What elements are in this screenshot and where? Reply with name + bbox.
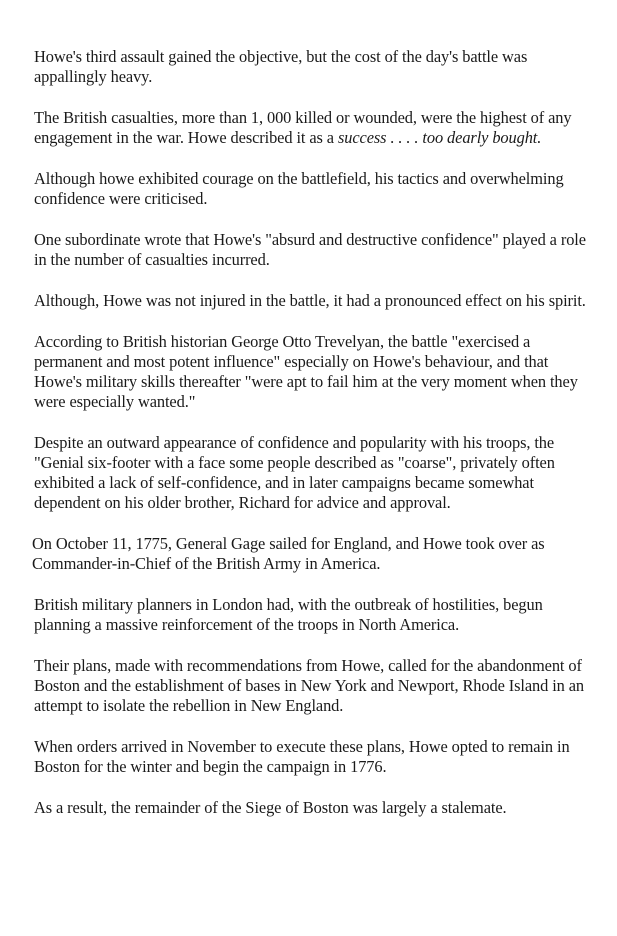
paragraph-subordinate-quote: One subordinate wrote that Howe's "absurd and destructive confidence" played a role in the number of casualties incurred. [34,230,586,269]
paragraph-british-casualties [34,108,594,148]
document-page [34,47,594,839]
paragraph-reinforcement-planning: British military planners in London had, with the outbreak of hostilities, begun planning a massive reinforcement of the troops in North America. [34,595,543,634]
paragraph-courage-criticised: Although howe exhibited courage on the battlefield, his tactics and overwhelming confidence were criticised. [34,169,564,208]
paragraph-orders-november: When orders arrived in November to execute these plans, Howe opted to remain in Boston for the winter and begin the campaign in 1776. [34,737,570,776]
paragraph-assault-objective: Howe's third assault gained the objective, but the cost of the day's battle was appallingly heavy. [34,47,528,86]
paragraph-trevelyan-quote: According to British historian George Otto Trevelyan, the battle "exercised a permanent and most potent influence" especially on Howe's behaviour, and that Howe's military skills thereafter "were apt to fail him at the very moment when they were especially wanted." [34,332,578,411]
paragraph-effect-on-spirit: Although, Howe was not injured in the battle, it had a pronounced effect on his spirit. [34,291,586,310]
paragraph-siege-stalemate: As a result, the remainder of the Siege of Boston was largely a stalemate. [34,798,507,817]
casualties-quote: success . . . . too dearly bought. [337,128,542,147]
paragraph-gage-sailed: On October 11, 1775, General Gage sailed for England, and Howe took over as Commander-in-Chief of the British Army in America. [32,534,545,573]
paragraph-plans-boston: Their plans, made with recommendations from Howe, called for the abandonment of Boston and the establishment of bases in New York and Newport, Rhode Island in an attempt to isolate the rebellion in New England. [34,656,585,715]
casualties-text: The British casualties, more than 1, 000 killed or wounded, were the highest of any engagement in the war. Howe described it as a [34,108,572,147]
paragraph-self-confidence: Despite an outward appearance of confidence and popularity with his troops, the "Genial six-footer with a face some people described as "coarse", privately often exhibited a lack of self-confidence, and in later campaigns became somewhat dependent on his older brother, Richard for advice and approval. [34,433,555,512]
